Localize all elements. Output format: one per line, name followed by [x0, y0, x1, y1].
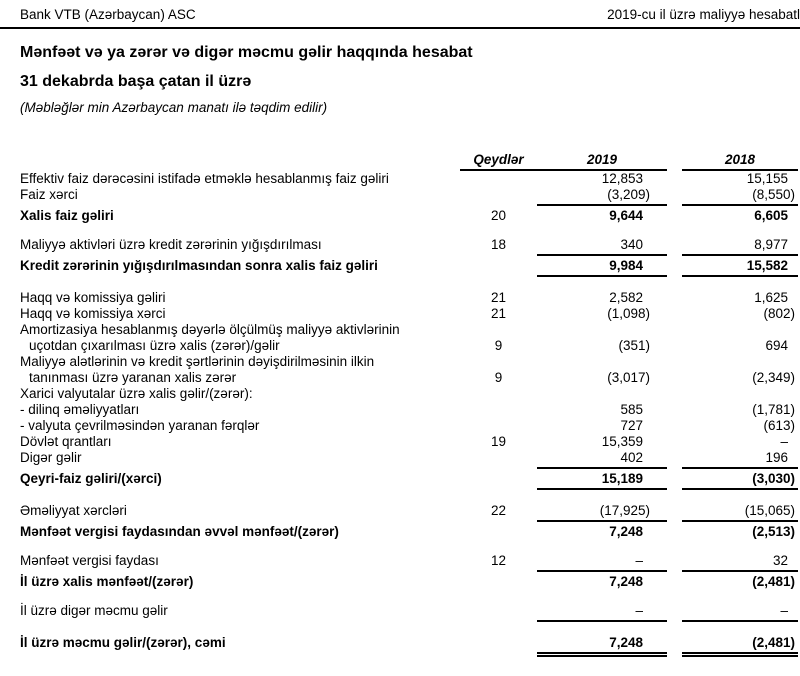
cell-value: (17,925) [599, 503, 650, 518]
rule-2018 [682, 652, 798, 657]
table-row [0, 434, 800, 450]
cell-value: (2,481) [752, 635, 795, 650]
label-line: Mənfəət vergisi faydası [20, 553, 159, 568]
row-label [0, 574, 460, 590]
cell-value: (613) [763, 418, 795, 433]
row-label [0, 503, 460, 519]
table-row [0, 386, 800, 402]
row-group [0, 290, 800, 490]
label-line: - valyuta çevrilməsindən yaranan fərqlər [20, 418, 260, 433]
value-2018 [682, 450, 798, 466]
rule-gap [667, 204, 682, 206]
value-2019 [537, 574, 667, 590]
rule-2019 [537, 467, 667, 469]
label-line: Haqq və komissiya xərci [20, 306, 166, 321]
row-label [0, 171, 460, 187]
cell-value: (802) [763, 306, 795, 321]
cell-value: 32 [772, 553, 788, 568]
rule-spacer [0, 254, 537, 256]
rule-2018 [682, 204, 798, 206]
table-row [0, 635, 800, 651]
value-2019 [537, 370, 667, 386]
cell-value: 6,605 [754, 208, 788, 223]
cell-value: (2,513) [752, 524, 795, 539]
value-2019 [537, 237, 667, 253]
label-line: Digər gəlir [20, 450, 82, 465]
row-label [0, 635, 460, 651]
rule-2018 [682, 254, 798, 256]
value-2019 [537, 187, 667, 203]
label-line: Xalis faiz gəliri [20, 208, 114, 223]
label-line: Mənfəət vergisi faydasından əvvəl mənfəət/(zərər) [20, 524, 339, 539]
cell-value: (2,481) [752, 574, 795, 589]
statement-period: 31 dekabrda başa çatan il üzrə [20, 73, 252, 90]
cell-value: 585 [620, 402, 643, 417]
single-rule [0, 254, 800, 256]
cell-value: 727 [620, 418, 643, 433]
row-label [0, 434, 460, 450]
label-line: Amortizasiya hesablanmış dəyərlə ölçülmüş maliyyə aktivlərinin [20, 322, 400, 337]
value-2018 [682, 574, 798, 590]
rule-2018 [682, 520, 798, 522]
table-row [0, 524, 800, 540]
row-label [0, 402, 460, 418]
cell-value: (2,349) [752, 370, 795, 385]
note-ref: 21 [490, 306, 507, 321]
rule-2019 [537, 204, 667, 206]
row-label [0, 553, 460, 569]
row-label [0, 450, 460, 466]
rule-2019 [537, 275, 667, 277]
label-line: Qeyri-faiz gəliri/(xərci) [20, 471, 162, 486]
rule-spacer [0, 520, 537, 522]
value-2019 [537, 258, 667, 274]
table-row [0, 258, 800, 274]
column-header-notes: Qeydlər [460, 152, 537, 171]
table-row [0, 171, 800, 187]
row-label [0, 237, 460, 253]
row-label [0, 290, 460, 306]
table-row [0, 418, 800, 434]
cell-value: 9,644 [609, 208, 643, 223]
table-row [0, 290, 800, 306]
label-line: Haqq və komissiya gəliri [20, 290, 166, 305]
table-row [0, 187, 800, 203]
double-rule [0, 652, 800, 657]
row-group [0, 635, 800, 657]
value-2018 [682, 635, 798, 651]
cell-value: 15,582 [746, 258, 788, 273]
table-row [0, 237, 800, 253]
label-line: uçotdan çıxarılması üzrə xalis (zərər)/gəlir [29, 338, 280, 353]
cell-value: 9,984 [609, 258, 643, 273]
label-line: İl üzrə xalis mənfəət/(zərər) [20, 574, 194, 589]
rule-2018 [682, 275, 798, 277]
row-group [0, 553, 800, 590]
rule-2019 [537, 570, 667, 572]
label-line: Xarici valyutalar üzrə xalis gəlir/(zərər): [20, 386, 253, 401]
note-ref: 18 [490, 237, 507, 252]
rule-spacer [0, 620, 537, 622]
row-label [0, 354, 460, 386]
rule-spacer [0, 204, 537, 206]
column-header-2018: 2018 [682, 152, 798, 171]
value-2019 [537, 402, 667, 418]
cell-value: 196 [765, 450, 788, 465]
cell-value: 402 [620, 450, 643, 465]
row-label [0, 187, 460, 203]
cell-value: 2,582 [609, 290, 643, 305]
statement-title: Mənfəət və ya zərər və digər məcmu gəlir haqqında hesabat [20, 44, 473, 61]
row-label [0, 258, 460, 274]
value-2018 [682, 418, 798, 434]
note-ref: 20 [490, 208, 507, 223]
table-row [0, 306, 800, 322]
cell-value: (1,098) [607, 306, 650, 321]
note-ref: 22 [490, 503, 507, 518]
cell-value: (1,781) [752, 402, 795, 417]
value-2018 [682, 402, 798, 418]
note-ref: 9 [494, 370, 503, 385]
currency-note: (Məbləğlər min Azərbaycan manatı ilə təqdim edilir) [20, 100, 328, 115]
table-row [0, 402, 800, 418]
value-2018 [682, 187, 798, 203]
rule-2019 [537, 652, 667, 657]
report-year-label: 2019-cu il üzrə maliyyə hesabatl [607, 7, 800, 22]
value-2019 [537, 503, 667, 519]
rule-2018 [682, 467, 798, 469]
value-2018 [682, 338, 798, 354]
cell-value: – [635, 603, 643, 618]
value-2019 [537, 471, 667, 487]
note-ref: 19 [490, 434, 507, 449]
table-row [0, 553, 800, 569]
table-row [0, 354, 800, 386]
table-row [0, 471, 800, 487]
table-header-row [0, 152, 800, 171]
rule-2018 [682, 570, 798, 572]
row-label [0, 524, 460, 540]
cell-value: 694 [765, 338, 788, 353]
label-line: - dilinq əməliyyatları [20, 402, 140, 417]
single-rule [0, 520, 800, 522]
rule-gap [667, 254, 682, 256]
note-ref: 12 [490, 553, 507, 568]
rule-2019 [537, 254, 667, 256]
value-2018 [682, 370, 798, 386]
cell-value: 8,977 [754, 237, 788, 252]
single-rule [0, 275, 800, 277]
cell-value: – [780, 603, 788, 618]
row-label [0, 386, 460, 402]
value-2018 [682, 503, 798, 519]
value-2018 [682, 553, 798, 569]
rule-gap [667, 488, 682, 490]
row-group [0, 171, 800, 224]
cell-value: (3,209) [607, 187, 650, 202]
value-2018 [682, 290, 798, 306]
rule-spacer [0, 488, 537, 490]
cell-value: (3,017) [607, 370, 650, 385]
cell-value: 7,248 [609, 574, 643, 589]
rule-gap [667, 620, 682, 622]
rule-2018 [682, 488, 798, 490]
note-ref: 9 [494, 338, 503, 353]
page-header [0, 0, 800, 29]
label-line: İl üzrə digər məcmu gəlir [20, 603, 168, 618]
label-line: Maliyyə alətlərinin və kredit şərtlərinin dəyişdirilməsinin ilkin [20, 354, 375, 369]
row-label [0, 322, 460, 354]
rule-spacer [0, 467, 537, 469]
cell-value: (8,550) [752, 187, 795, 202]
label-line: Faiz xərci [20, 187, 78, 202]
cell-value: (351) [618, 338, 650, 353]
value-2019 [537, 338, 667, 354]
label-line: İl üzrə məcmu gəlir/(zərər), cəmi [20, 635, 226, 650]
value-2019 [537, 418, 667, 434]
table-row [0, 322, 800, 354]
table-row [0, 208, 800, 224]
cell-value: – [635, 553, 643, 568]
value-2019 [537, 171, 667, 187]
single-rule [0, 488, 800, 490]
rule-2018 [682, 620, 798, 622]
row-group [0, 503, 800, 540]
value-2018 [682, 208, 798, 224]
cell-value: (3,030) [752, 471, 795, 486]
row-label [0, 418, 460, 434]
bank-name: Bank VTB (Azərbaycan) ASC [20, 7, 196, 22]
value-2019 [537, 524, 667, 540]
cell-value: 15,189 [601, 471, 643, 486]
value-2019 [537, 603, 667, 619]
value-2019 [537, 635, 667, 651]
single-rule [0, 570, 800, 572]
cell-value: 7,248 [609, 524, 643, 539]
rule-2019 [537, 520, 667, 522]
label-line: tanınması üzrə yaranan xalis zərər [29, 370, 237, 385]
row-label [0, 208, 460, 224]
rule-spacer [0, 652, 537, 657]
row-label [0, 471, 460, 487]
note-ref: 21 [490, 290, 507, 305]
table-row [0, 503, 800, 519]
table-row [0, 574, 800, 590]
cell-value: 12,853 [601, 171, 643, 186]
cell-value: 340 [620, 237, 643, 252]
rule-2019 [537, 620, 667, 622]
rule-gap [667, 520, 682, 522]
value-2018 [682, 237, 798, 253]
single-rule [0, 620, 800, 622]
rule-spacer [0, 570, 537, 572]
value-2018 [682, 171, 798, 187]
value-2018 [682, 306, 798, 322]
value-2018 [682, 434, 798, 450]
label-line: Maliyyə aktivləri üzrə kredit zərərinin yığışdırılması [20, 237, 322, 252]
value-2018 [682, 471, 798, 487]
row-group [0, 237, 800, 277]
cell-value: 7,248 [609, 635, 643, 650]
value-2019 [537, 434, 667, 450]
table-row [0, 450, 800, 466]
cell-value: (15,065) [744, 503, 795, 518]
cell-value: – [780, 434, 788, 449]
value-2019 [537, 553, 667, 569]
label-line: Effektiv faiz dərəcəsini istifadə etməklə hesablanmış faiz gəliri [20, 171, 389, 186]
row-label [0, 306, 460, 322]
value-2019 [537, 306, 667, 322]
value-2019 [537, 290, 667, 306]
value-2018 [682, 603, 798, 619]
statement-table [0, 171, 800, 657]
label-line: Kredit zərərinin yığışdırılmasından sonra xalis faiz gəliri [20, 258, 378, 273]
row-group [0, 603, 800, 622]
cell-value: 15,155 [746, 171, 788, 186]
value-2019 [537, 450, 667, 466]
rule-gap [667, 652, 682, 657]
single-rule [0, 467, 800, 469]
single-rule [0, 204, 800, 206]
rule-gap [667, 275, 682, 277]
label-line: Dövlət qrantları [20, 434, 112, 449]
value-2019 [537, 208, 667, 224]
rule-2019 [537, 488, 667, 490]
value-2018 [682, 258, 798, 274]
cell-value: 1,625 [754, 290, 788, 305]
value-2018 [682, 524, 798, 540]
rule-gap [667, 570, 682, 572]
row-label [0, 603, 460, 619]
cell-value: 15,359 [601, 434, 643, 449]
table-row [0, 603, 800, 619]
column-header-2019: 2019 [537, 152, 667, 171]
rule-spacer [0, 275, 537, 277]
label-line: Əməliyyat xərcləri [20, 503, 127, 518]
rule-gap [667, 467, 682, 469]
